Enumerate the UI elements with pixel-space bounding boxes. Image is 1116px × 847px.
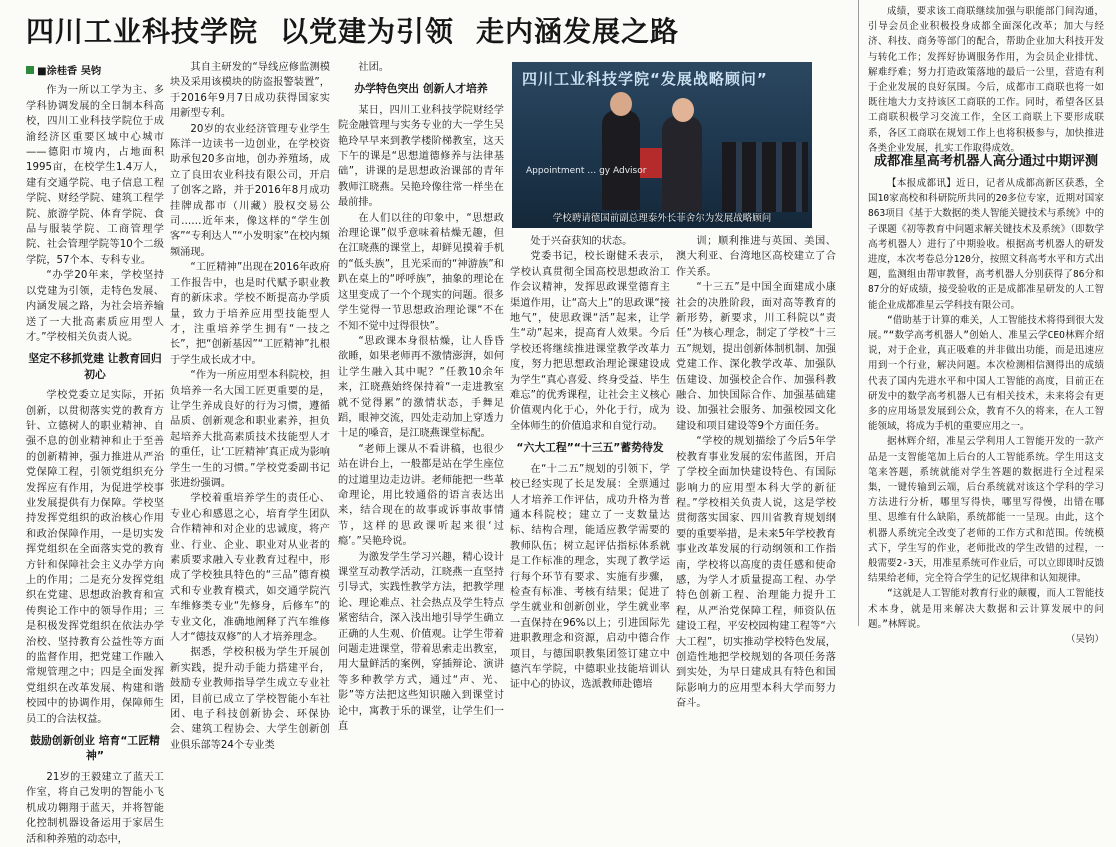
paragraph: 其自主研发的“导线应修监测模块及采用该模块的防盗报警装置”，于2016年9月7日成功获得国家实用新型专利。 (170, 62, 330, 120)
column-1 (26, 64, 164, 845)
paragraph: “十三五”是中国全面建成小康社会的决胜阶段，面对高等教育的新形势，新要求，川工科院以“责任”为核心理念，制定了学校“十三五”规划，提出创新体制机制、加强党建工作、深化教学改革、加强队伍建设、加强校企合作、加强科教融合、加快国际合作、加强基础建设、加强社会服务、加强校园文化建设和项目建设等9个方面任务。 (676, 282, 836, 432)
paragraph: 据悉，学校积极为学生开展创新实践，提升动手能力搭建平台，鼓励专业教师指导学生成立专业社团，目前已成立了学校智能小车社团、电子科技创新协会、环保协会、建筑工程协会、大学生创新创业俱乐部等24个专业类 (170, 647, 330, 751)
paragraph: 20岁的农业经济管理专业学生陈洋一边读书一边创业，在学校资助承包20多亩地，创办养殖场，成立了良田农业科技有限公司，开启了创客之路，并于2016年8月成功挂牌成都市（川藏）股权交易公司……近年来，像这样的“学生创客”“专利达人”“小发明家”在校内频频涌现。 (170, 123, 330, 258)
paragraph: 成绩，要求该工商联继续加强与职能部门间沟通，引导会员企业积极投身成都全面深化改革；加大与经济、科技、商务等部门的配合，帮助企业加大科技开发与转化工作；发挥好协调服务作用，为会员企业排忧、解难纾难；努力打造政策落地的最后一公里，营造有利于企业发展的良好氛围。今后，成都市工商联也将一如既往地大力支持该区工商联的工作。同时，希望各区县工商联积极学习交流工作，全区工商联上下要形成联系，各区工商联在规划工作上也将积极参与，加快推进各类企业发展，扎实工作取得成效。 (868, 6, 1104, 154)
paragraph: 作为一所以工学为主、多学科协调发展的全日制本科高校，四川工业科技学院位于成渝经济区重要区域中心城市——德阳市境内，占地面积1995亩，在校学生1.4万人，建有交通学院、电子信息工程学院、财经学院、建筑工程学院、旅游学院、体育学院、食品与服装学院、工商管理学院、社会管理学院等10个二级学院，57个本、专科专业。 (26, 85, 164, 266)
column-3 (338, 60, 504, 733)
paragraph: 学校着重培养学生的责任心、专业心和感恩之心，培育学生团队合作精神和对企业的忠诚度，将产业、行业、企业、职业对从业者的素质要求融入专业教育过程中，形成了学校独具特色的“三品”德育模式和专业教育模式，如交通学院汽车维修类专业“先修身，后修车”的专业文化，准确地阐释了汽车维修人才“德技双修”的人才培养理念。 (170, 493, 330, 644)
photo-crowd (722, 142, 808, 212)
column-4 (510, 234, 670, 691)
headline-part: 走内涵发展之路 (476, 15, 680, 48)
paragraph: 在“十二五”规划的引领下，学校已经实现了长足发展：全票通过人才培养工作评估，成功升格为普通本科院校；建立了一支数量达标、结构合理，能适应教学需要的教师队伍；树立起评估指标体系就是工作标准的理念，实现了教学运行每个环节有要求、实施有步骤，检查有标准、考核有结果；促进了学生就业和创新创业，学生就业率一直保持在96%以上；引进国际先进职教理念和资源，启动中德合作项目，与德国职教集团签订建立中德汽车学院，中德职业技能培训认证中心的协议，选派教师赴德培 (510, 463, 670, 691)
paragraph: 学校党委立足实际，开拓创新，以贯彻落实党的教育方针、立德树人的职业精神、自强不息的创业精神和止于至善的创新精神，强力推进从严治党保障工程，引领党组织充分发挥应有作用，为促进学校事业发展提供有力保障。学校坚持发挥党组织的政治核心作用和政治保障作用，一是切实发挥党组织在全面落实党的教育方针和保障社会主义办学方向上的作用；二是充分发挥党组织在党建、思想政治教育和宣传舆论工作中的领导作用；三是积极发挥党组织在依法办学治校、坚持教育公益性等方面的监督作用，把党建工作融入常规管理之中；四是全面发挥党组织在改革发展、构建和谐校园中的协调作用，保障师生员工的合法权益。 (26, 390, 164, 725)
photo-person-right (662, 116, 702, 212)
photo-banner: 四川工业科技学院“发展战略顾问” (522, 70, 768, 88)
photo-person-left (602, 110, 640, 210)
headline-part: 以党建为引领 (280, 15, 455, 48)
square-icon (26, 66, 34, 74)
paragraph: 党委书记，校长谢健禾表示，学校认真贯彻全国高校思想政治工作会议精神，发挥思政课堂德育主渠道作用，让“高大上”的思政课“接地气”，使思政课“活”起来，让学生“动”起来，提高育人效果。今后学校还将继续推进课堂教学改革力度，努力把思想政治理论课建设成为学生“真心喜爱、终身受益、毕生难忘”的优秀课程，让社会主义核心价值观内化于心，外化于行，成为全体师生的价值追求和自觉行动。 (510, 251, 670, 432)
paragraph: 训；顺利推进与英国、美国、澳大利亚、台湾地区高校建立了合作关系。 (676, 236, 836, 278)
news-photo (512, 62, 812, 228)
headline (26, 10, 806, 50)
byline-text: ■涂桂香 吴钧 (37, 66, 102, 77)
photo-head-left (610, 92, 632, 116)
paragraph: 据林辉介绍，准星云学利用人工智能开发的一款产品是一支智能笔加上后台的人工智能系统。学生用这支笔来答题，系统就能对学生答题的数据进行全过程采集，一键传输到云端，后台系统就对该这个学科的学习方法进行分析，哪里写得快，哪里写得慢，出错在哪里、思维有什么缺陷，系统都能一一呈现。由此，这个机器人系统完全改变了老师的工作方式和范围。传统模式下，学生写的作业，老师批改的学生改错的过程，一般需要2-3天，用准星系统可作业后，可以立即即时反馈结果给老师，完全符合学生的记忆规律和认知规律。 (868, 436, 1104, 585)
paragraph: “这就是人工智能对教育行业的颠覆，而人工智能技术本身，就是用来解决大数据和云计算发展中的问题。”林辉说。 (868, 588, 1104, 630)
paragraph: 处于兴奋获知的状态。 (530, 236, 633, 247)
photo-sign: Appointment … gy Advisor (526, 166, 647, 176)
paragraph: “借助基于计算的难关，人工智能技术将得到很大发展。”“数学高考机器人”创始人、准星云学CEO林辉介绍说，对于企业，真正吸难的并非做出功能，而是迅速应用到一个行业，解决问题。本次检测相信测得出的成绩代表了国内先进水平和中国人工智能的高度，目前正在研发中的数学高考机器人已有相关技术，未来将会有更多的应用场景发展到公众，教育不久的将来，在人工智能领域，将成为手机的重要应用之一。 (868, 314, 1104, 433)
subheading: 坚定不移抓党建 让教育回归初心 (28, 352, 162, 381)
paragraph: “工匠精神”出现在2016年政府工作报告中，也是时代赋予职业教育的新床求。学校不断提高办学质量，致力于培养应用型技能型人才，注重培养学生拥有“一技之长”，把“创新基因”“工匠精神”扎根于学生成长成才中。 (170, 262, 330, 366)
paragraph: 某日，四川工业科技学院财经学院金融管理与实务专业的大一学生吴艳玲早早来到教学楼阶梯教室，这天下午的课是“思想道德修养与法律基础”，讲课的是思想政治课部的青年教师江晓燕。吴艳玲像往常一样坐在最前排。 (338, 104, 504, 209)
byline (26, 64, 164, 79)
subheading: 鼓励创新创业 培育“工匠精神” (30, 734, 160, 763)
paragraph: “老师上课从不看讲稿，也很少站在讲台上，一般都是站在学生座位的过道里边走边讲。老师能把一些革命理论，用比较通俗的语言表达出来，结合现在的故事或诉事故事情节，这样的思政课听起来很‘过瘾’。”吴艳玲说。 (338, 443, 504, 548)
subheading: “六大工程”“十三五”蓄势待发 (516, 441, 664, 455)
paragraph: “学校的规划描绘了今后5年学校教育事业发展的宏伟蓝图，开启了学校全面加快建设特色、有国际影响力的应用型本科大学的新征程。”学校相关负责人说，这是学校贯彻落实国家、四川省教育规划纲要的重要举措，是未来5年学校教育事业改革发展的行动纲领和工作指南，学校将以高度的责任感和使命感，为学人才质量提高工程、办学特色创新工程、治理能力提升工程，从严治党保障工程，师资队伍建设工程，平安校园构建工程等“六大工程”，切实推动学校特色发展，创造性地把学校规划的各项任务落到实处，为早日建成具有特色和国际影响力的应用型本科大学而努力奋斗。 (676, 436, 836, 710)
column-divider (858, 0, 859, 626)
paragraph: 在人们以往的印象中，“思想政治理论课”似乎意味着枯燥无趣，但在江晓燕的课堂上，却鲜见摸着手机的“低头族”，且光采而的“神游族”和趴在桌上的“呼呼族”，抽象的理论在这里变成了一个个现实的问题。很多学生觉得一节思想政治理论课“不在不知不觉中过得很快”。 (338, 212, 504, 332)
headline-part: 四川工业科技学院 (26, 15, 259, 48)
right-article-body (868, 176, 1104, 646)
photo-caption: 学校聘请德国前副总理泰外长菲舍尔为发展战略顾问 (552, 213, 772, 224)
paragraph: 社团。 (358, 62, 389, 73)
author-sign: （吴钧） (1065, 634, 1104, 646)
subheading: 办学特色突出 创新人才培养 (354, 82, 488, 96)
right-top-text (868, 4, 1104, 154)
paragraph: “办学20年来，学校坚持以党建为引领，走特色发展、内涵发展之路，为社会培养输送了一大批高素质应用型人才。”学校相关负责人说。 (26, 270, 164, 343)
paragraph: 为激发学生学习兴趣，精心设计课堂互动教学活动，江晓燕一直坚持引导式，实践性教学方法，把教学理论、理论难点、社会热点及学生特点紧密结合，深入浅出地引导学生确立正确的人生观、价值观。让学生带着问题走进课堂，带着思索走出教室，用大量鲜活的案例，穿插辩论、演讲等多种教学方式，通过“声、光、影”等方法把这些知识融入到课堂讨论中，寓教于乐的课堂，让学生们一直 (338, 551, 504, 733)
paragraph: “作为一所应用型本科院校，担负培养一名大国工匠更重要的是，让学生养成良好的行为习惯，遵循品质、创新观念和职业素养，担负起培养大批高素质技术技能型人才的重任，让‘工匠精神’真正成为影响学生一生的习惯。”学校党委副书记张进纷强调。 (170, 370, 330, 489)
column-5 (676, 234, 836, 710)
column-2 (170, 60, 330, 751)
paragraph: 【本报成都讯】近日，记者从成都高新区获悉，全国10家高校和科研院所共同的20多位专家，近期对国家863项目《基于大数据的类人智能关键技术与系统》中的子课题《初等教育中问题求解关键技术及系统》（即数学高考机器人）进行了中期验收。根据高考机器人的研发进度，本次考卷总分120分，按照文科高考水平和方式出题，监测组由帮审教督，高考机器人分别获得了86分和87分的好成绩，接受验收的正是成都准星研发的人工智能企业成都准星云学科技有限公司。 (868, 178, 1104, 311)
paragraph: “思政课本身很枯燥，让人昏昏欲睡，如果老师再不激情澎湃，如何让学生融入其中呢？”任教10余年来，江晓燕始终保持着“一走进教室就不觉得累”的激情状态，手舞足蹈，眼神交流，四处走动加上穿透力十足的嗓音，是江晓燕课堂标配。 (338, 335, 504, 440)
paragraph: 21岁的王毅建立了蓝天工作室，将自己发明的智能小飞机成功翱翔于蓝天，并将智能化控制机器设备运用于家居生活和种养殖的动态中， (26, 771, 164, 845)
photo-head-right (672, 98, 694, 122)
right-article-title: 成都准星高考机器人高分通过中期评测 (873, 154, 1099, 169)
